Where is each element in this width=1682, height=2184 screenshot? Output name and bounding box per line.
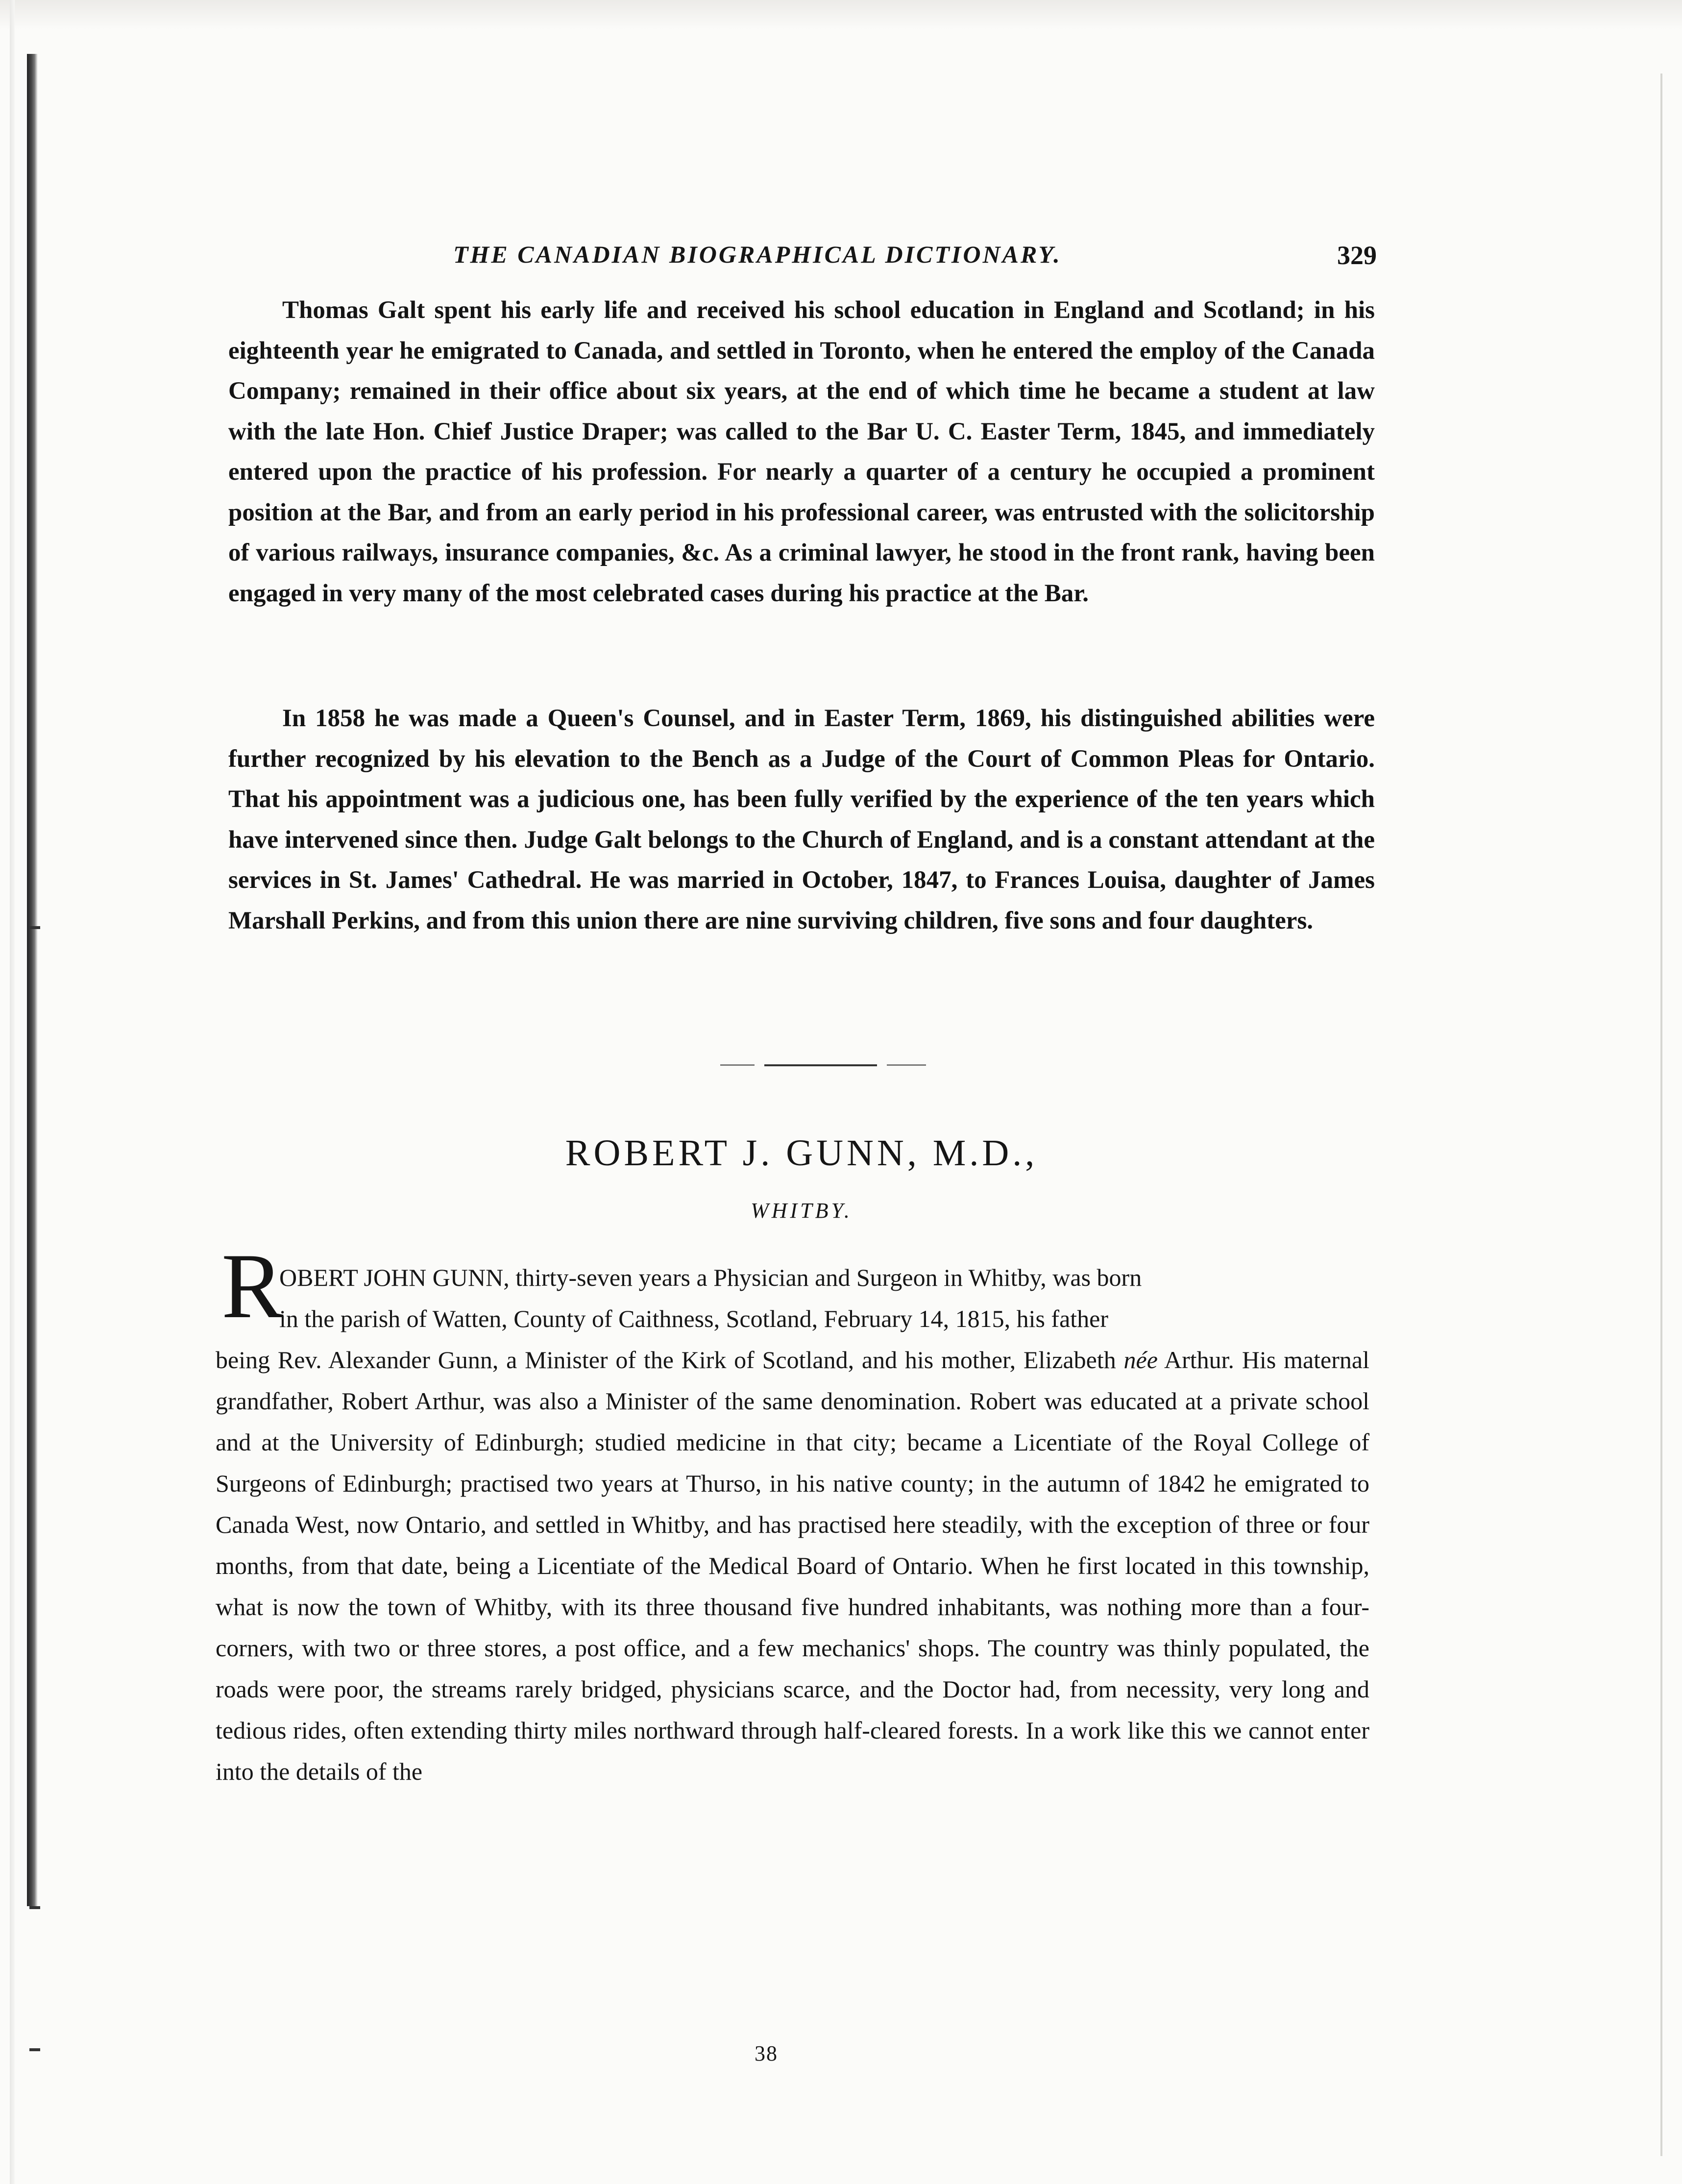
drop-cap: R: [221, 1235, 284, 1338]
entry-heading: ROBERT J. GUNN, M.D.,: [565, 1132, 1038, 1174]
scan-edge-left-dark: [27, 54, 38, 1906]
scan-mark: [29, 1906, 40, 1909]
entry-place: WHITBY.: [751, 1199, 853, 1223]
paragraph-text: Arthur. His maternal grandfather, Robert Arthur, was also a Minister of the same denomination. Robert was educated at a private school and at the University of Edinburgh; studied medicine in that city; became a Licentiate of the Royal College of Surgeons of Edinburgh; practised two years at Thurso, in his native county; in the autumn of 1842 he emigrated to Canada West, now Ontario, and settled in Whitby, and has practised here steadily, with the exception of three or four months, from that date, being a Licentiate of the Medical Board of Ontario. When he first located in this township, what is now the town of Whitby, with its three thousand five hundred inhabitants, was nothing more than a four-corners, with two or three stores, a post office, and a few mechanics' shops. The country was thinly populated, the roads were poor, the streams rarely bridged, physicians scarce, and the Doctor had, from necessity, very long and tedious rides, often extending thirty miles northward through half-cleared forests. In a work like this we cannot enter into the details of the: [216, 1346, 1369, 1785]
scan-mark: [29, 926, 40, 929]
paragraph-line: in the parish of Watten, County of Caithness, Scotland, February 14, 1815, his father: [279, 1305, 1108, 1332]
paragraph-line: OBERT JOHN GUNN, thirty-seven years a Physician and Surgeon in Whitby, was born: [279, 1264, 1142, 1291]
nee-word: née: [1123, 1346, 1158, 1374]
section-divider: [764, 1064, 877, 1066]
signature-mark: 38: [755, 2041, 778, 2065]
scan-edge-top: [0, 0, 1682, 29]
paragraph-galt-judge: In 1858 he was made a Queen's Counsel, and in Easter Term, 1869, his distinguished abilities were further recognized by his elevation to the Bench as a Judge of the Court of Common Pleas for Ontario. That his appointment was a judicious one, has been fully verified by the experience of the ten years which have intervened since then. Judge Galt belongs to the Church of England, and is a constant attendant at the services in St. James' Cathedral. He was married in October, 1847, to Frances Louisa, daughter of James Marshall Perkins, and from this union there are nine surviving children, five sons and four daughters.: [228, 705, 1375, 934]
page-number: 329: [1337, 241, 1377, 270]
page-header: [230, 240, 1377, 279]
section-divider-right: [887, 1064, 926, 1066]
paragraph-galt-early-life: Thomas Galt spent his early life and received his school education in England and Scotland; in his eighteenth year he emigrated to Canada, and settled in Toronto, when he entered the employ of the Canada Company; remained in their office about six years, at the end of which time he became a student at law with the late Hon. Chief Justice Draper; was called to the Bar U. C. Easter Term, 1845, and immediately entered upon the practice of his profession. For nearly a quarter of a century he occupied a prominent position at the Bar, and from an early period in his professional career, was entrusted with the solicitorship of various railways, insurance companies, &c. As a criminal lawyer, he stood in the front rank, having been engaged in very many of the most celebrated cases during his practice at the Bar.: [228, 296, 1375, 607]
paragraph-text: being Rev. Alexander Gunn, a Minister of the Kirk of Scotland, and his mother, Elizabeth: [216, 1346, 1124, 1374]
scan-mark: [29, 2048, 40, 2051]
paragraph-gunn-biography: [216, 1257, 1369, 1792]
scan-edge-left-light: [10, 0, 15, 2184]
section-divider-left: [720, 1064, 755, 1066]
scan-edge-right: [1660, 74, 1662, 2156]
running-title: THE CANADIAN BIOGRAPHICAL DICTIONARY.: [453, 241, 1062, 268]
